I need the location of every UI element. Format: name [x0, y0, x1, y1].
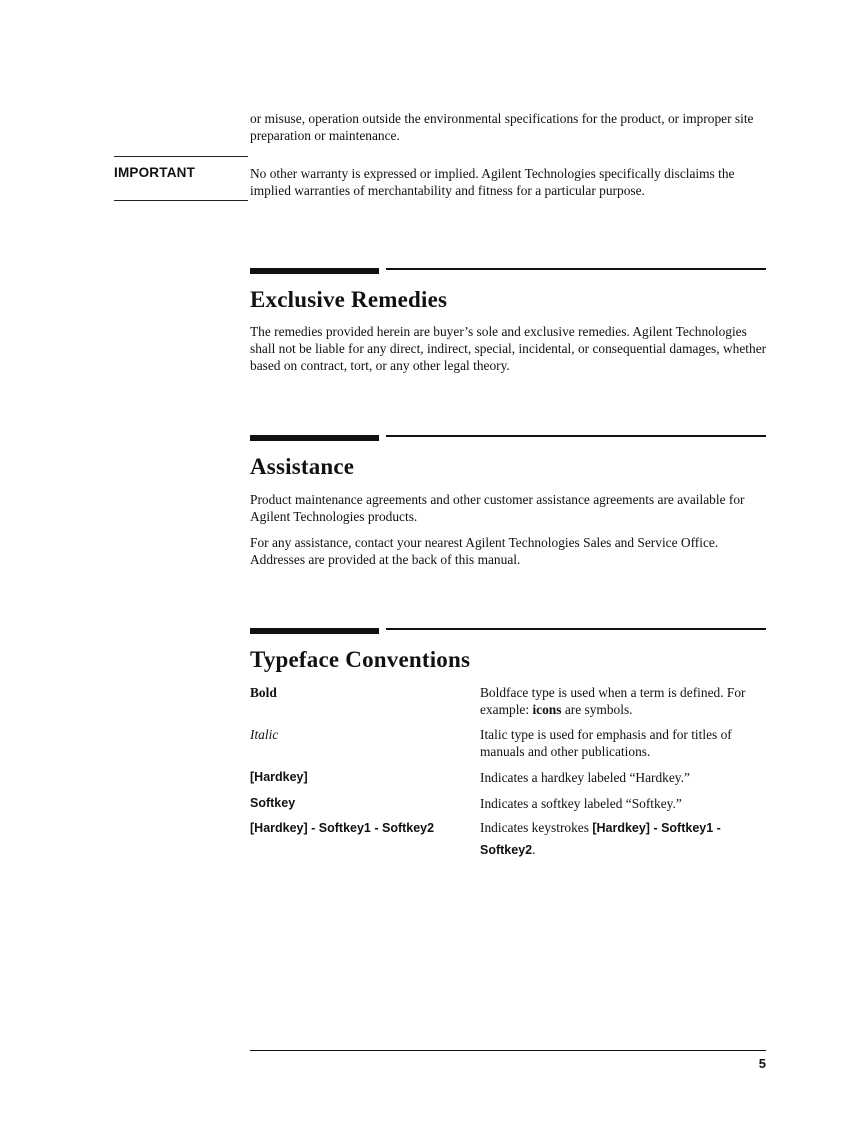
section-bar-thick: [250, 435, 379, 441]
important-top-rule: [114, 156, 248, 157]
description-text: Boldface type is used when a term is defined. For example:: [480, 685, 746, 717]
section-bar-thin: [386, 435, 766, 437]
footer-rule: [250, 1050, 766, 1051]
assistance-heading: Assistance: [250, 454, 355, 479]
convention-term: Softkey: [250, 796, 296, 810]
exclusive-remedies-text: The remedies provided herein are buyer’s sole and exclusive remedies. Agilent Technologies shall not be liable for any direct, indirect, special, incidental, or consequential damages, whether based on contract, tort, or any other legal theory.: [250, 324, 767, 373]
exclusive-remedies-heading: Exclusive Remedies: [250, 287, 448, 312]
convention-term: Bold: [250, 685, 277, 700]
typeface-conventions-heading: Typeface Conventions: [250, 647, 471, 672]
section-bar-thin: [386, 268, 766, 270]
assistance-paragraph-2: For any assistance, contact your nearest Agilent Technologies Sales and Service Office. Addresses are provided at the back of this manual.: [250, 535, 719, 567]
convention-term: [Hardkey] - Softkey1 - Softkey2: [250, 821, 435, 835]
convention-description: [480, 684, 770, 718]
important-bottom-rule: [114, 200, 248, 201]
description-keystrokes: [Hardkey] - Softkey1 - Softkey2: [480, 821, 721, 857]
convention-description: Indicates a softkey labeled “Softkey.”: [480, 796, 682, 811]
description-text: Indicates keystrokes: [480, 820, 593, 835]
description-bold-term: icons: [532, 702, 562, 717]
convention-description: Indicates a hardkey labeled “Hardkey.”: [480, 770, 690, 785]
section-bar-thin: [386, 628, 766, 630]
important-label: IMPORTANT: [114, 165, 196, 180]
page-number: 5: [758, 1056, 766, 1071]
assistance-paragraph-1: Product maintenance agreements and other customer assistance agreements are available for Agilent Technologies products.: [250, 492, 745, 524]
convention-term: [Hardkey]: [250, 770, 308, 784]
description-text: .: [532, 842, 536, 857]
description-text: are symbols.: [561, 702, 633, 717]
section-bar-thick: [250, 628, 379, 634]
important-text: No other warranty is expressed or implied. Agilent Technologies specifically disclaims the implied warranties of merchantability and fitness for a particular purpose.: [250, 166, 735, 198]
convention-term: Italic: [250, 727, 279, 742]
convention-description: Italic type is used for emphasis and for titles of manuals and other publications.: [480, 727, 732, 759]
section-bar-thick: [250, 268, 379, 274]
convention-description: [480, 817, 770, 861]
intro-paragraph: or misuse, operation outside the environmental specifications for the product, or improper site preparation or maintenance.: [250, 111, 754, 143]
